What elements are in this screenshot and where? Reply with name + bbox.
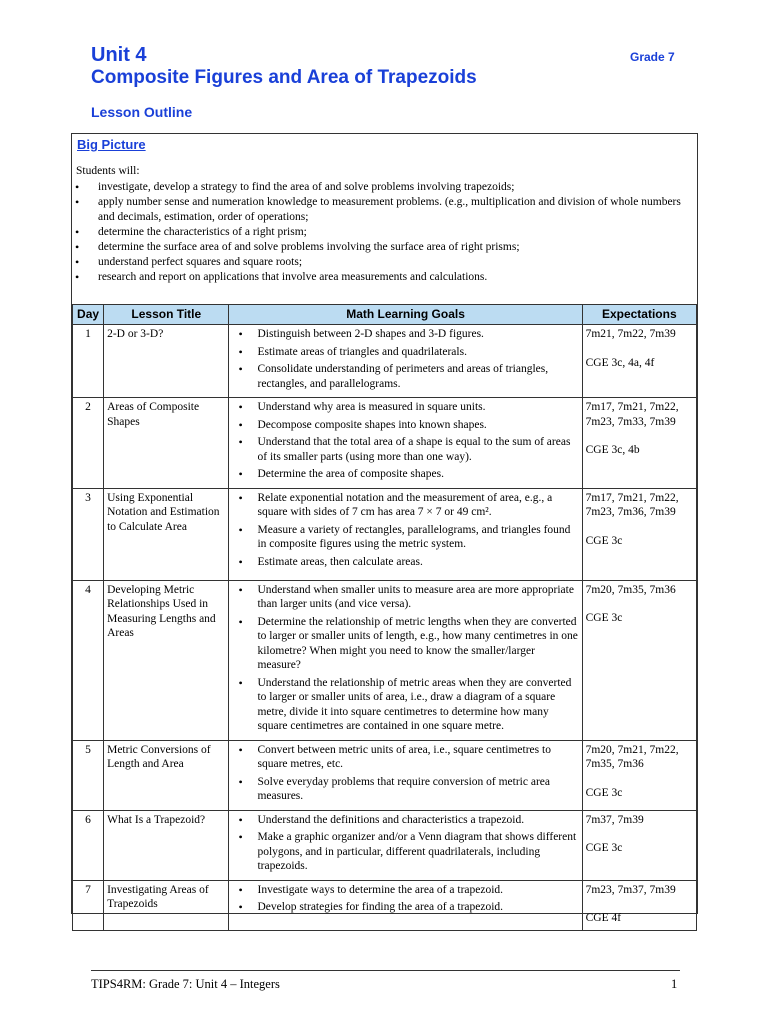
expectations-cell — [582, 488, 696, 580]
expectations-codes: 7m17, 7m21, 7m22, 7m23, 7m33, 7m39 — [585, 401, 679, 428]
column-header-lesson-title: Lesson Title — [104, 305, 229, 325]
cge-codes: CGE 3c — [585, 534, 623, 547]
expectations-cell — [582, 810, 696, 880]
goal-item: • Determine the area of composite shapes. — [232, 467, 578, 482]
day-cell: 4 — [73, 580, 104, 740]
big-picture-item: • determine the characteristics of a right prism; — [72, 225, 692, 240]
goal-item: • Consolidate understanding of perimeters and areas of triangles, rectangles, and parallelograms. — [232, 362, 578, 391]
expectations-cell — [582, 880, 696, 930]
footer-text: TIPS4RM: Grade 7: Unit 4 – Integers — [91, 977, 280, 991]
column-header-expectations: Expectations — [582, 305, 696, 325]
big-picture-item: • understand perfect squares and square roots; — [72, 255, 692, 270]
day-cell: 2 — [73, 398, 104, 489]
big-picture-item: • investigate, develop a strategy to find the area of and solve problems involving trapezoids; — [72, 180, 692, 195]
column-header-goals: Math Learning Goals — [229, 305, 582, 325]
big-picture-item: • research and report on applications that involve area measurements and calculations. — [72, 270, 692, 285]
goals-cell — [229, 398, 582, 489]
day-cell: 6 — [73, 810, 104, 880]
cge-codes: CGE 3c, 4b — [585, 444, 640, 456]
big-picture-item: • apply number sense and numeration knowledge to measurement problems. (e.g., multiplication and division of whole numbers and decimals, estimation, order of operations; — [72, 195, 692, 224]
cge-codes: CGE 4f — [585, 912, 622, 924]
expectations-cell — [582, 398, 696, 489]
lesson-title-cell: Areas of Composite Shapes — [104, 398, 229, 489]
day-cell: 5 — [73, 740, 104, 810]
table-row — [73, 740, 697, 810]
goals-cell — [229, 325, 582, 398]
expectations-codes: 7m23, 7m37, 7m39 — [585, 883, 676, 896]
lesson-outline-box — [71, 133, 698, 924]
footer-divider — [91, 970, 680, 971]
page-number: 1 — [671, 977, 678, 991]
expectations-cell — [582, 740, 696, 810]
table-row — [73, 325, 697, 398]
goal-item: • Understand the definitions and characteristics a trapezoid. — [232, 813, 578, 828]
goal-item: • Understand when smaller units to measure area are more appropriate than larger units (and vice versa). — [232, 583, 578, 612]
goals-cell — [229, 580, 582, 740]
big-picture-list — [72, 180, 692, 285]
expectations-codes: 7m20, 7m21, 7m22, 7m35, 7m36 — [585, 743, 679, 770]
goal-item: • Convert between metric units of area, i.e., square centimetres to square metres, etc. — [232, 743, 578, 772]
goal-item: • Make a graphic organizer and/or a Venn diagram that shows different polygons, and in particular, different quadrilaterals, including trapezoids. — [232, 830, 578, 874]
table-row — [73, 488, 697, 580]
goal-item: • Decompose composite shapes into known shapes. — [232, 418, 578, 433]
goal-item: • Distinguish between 2-D shapes and 3-D figures. — [232, 327, 578, 342]
big-picture-heading: Big Picture — [77, 137, 146, 152]
day-cell: 7 — [73, 880, 104, 930]
goal-item: • Develop strategies for finding the area of a trapezoid. — [232, 900, 578, 915]
expectations-cell — [582, 325, 696, 398]
expectations-codes: 7m37, 7m39 — [585, 813, 644, 826]
table-row — [73, 880, 697, 930]
unit-heading: Unit 4 — [91, 44, 147, 66]
expectations-codes: 7m20, 7m35, 7m36 — [585, 583, 676, 596]
table-header-row — [73, 305, 697, 325]
table-row — [73, 398, 697, 489]
goal-item: • Understand that the total area of a shape is equal to the sum of areas of its smaller parts (using more than one way). — [232, 435, 578, 464]
goals-cell — [229, 488, 582, 580]
table-row — [73, 580, 697, 740]
unit-title: Composite Figures and Area of Trapezoids — [91, 67, 477, 88]
goals-cell — [229, 810, 582, 880]
goal-item: • Solve everyday problems that require conversion of metric area measures. — [232, 775, 578, 804]
table-row — [73, 810, 697, 880]
cge-codes: CGE 3c — [585, 786, 623, 799]
goal-item: • Estimate areas, then calculate areas. — [232, 555, 578, 570]
goal-item: • Understand why area is measured in square units. — [232, 400, 578, 415]
day-cell: 1 — [73, 325, 104, 398]
day-cell: 3 — [73, 488, 104, 580]
lesson-title-cell: Metric Conversions of Length and Area — [104, 740, 229, 810]
lesson-outline-heading: Lesson Outline — [91, 104, 193, 120]
cge-codes: CGE 3c — [585, 612, 623, 624]
goal-item: • Relate exponential notation and the measurement of area, e.g., a square with sides of 7 cm has area 7 × 7 or 49 cm². — [232, 491, 578, 520]
lesson-title-cell: Using Exponential Notation and Estimation to Calculate Area — [104, 488, 229, 580]
goal-item: • Investigate ways to determine the area of a trapezoid. — [232, 883, 578, 898]
lesson-title-cell: Developing Metric Relationships Used in Measuring Lengths and Areas — [104, 580, 229, 740]
big-picture-lead: Students will: — [76, 165, 140, 177]
goal-item: • Estimate areas of triangles and quadrilaterals. — [232, 345, 578, 360]
lesson-title-cell: 2-D or 3-D? — [104, 325, 229, 398]
big-picture-item: • determine the surface area of and solve problems involving the surface area of right prisms; — [72, 240, 692, 255]
goal-item: • Determine the relationship of metric lengths when they are converted to larger or smaller units of length, e.g., how many centimetres in one kilometre? When might you need to know the smaller/larger measure? — [232, 615, 578, 673]
goal-item: • Measure a variety of rectangles, parallelograms, and triangles found in composite figures using the metric system. — [232, 523, 578, 552]
cge-codes: CGE 3c — [585, 842, 623, 854]
expectations-codes: 7m17, 7m21, 7m22, 7m23, 7m36, 7m39 — [585, 491, 679, 518]
expectations-cell — [582, 580, 696, 740]
goal-item: • Understand the relationship of metric areas when they are converted to larger or smaller units of area, i.e., draw a diagram of a square metre, divide it into square centimetres to determine how many square centimetres are contained in one square metre. — [232, 676, 578, 734]
lesson-title-cell: Investigating Areas of Trapezoids — [104, 880, 229, 930]
lesson-table — [72, 304, 697, 931]
column-header-day: Day — [73, 305, 104, 325]
grade-label: Grade 7 — [630, 50, 675, 64]
lesson-title-cell: What Is a Trapezoid? — [104, 810, 229, 880]
goals-cell — [229, 740, 582, 810]
goals-cell — [229, 880, 582, 930]
expectations-codes: 7m21, 7m22, 7m39 — [585, 328, 676, 340]
cge-codes: CGE 3c, 4a, 4f — [585, 356, 655, 369]
